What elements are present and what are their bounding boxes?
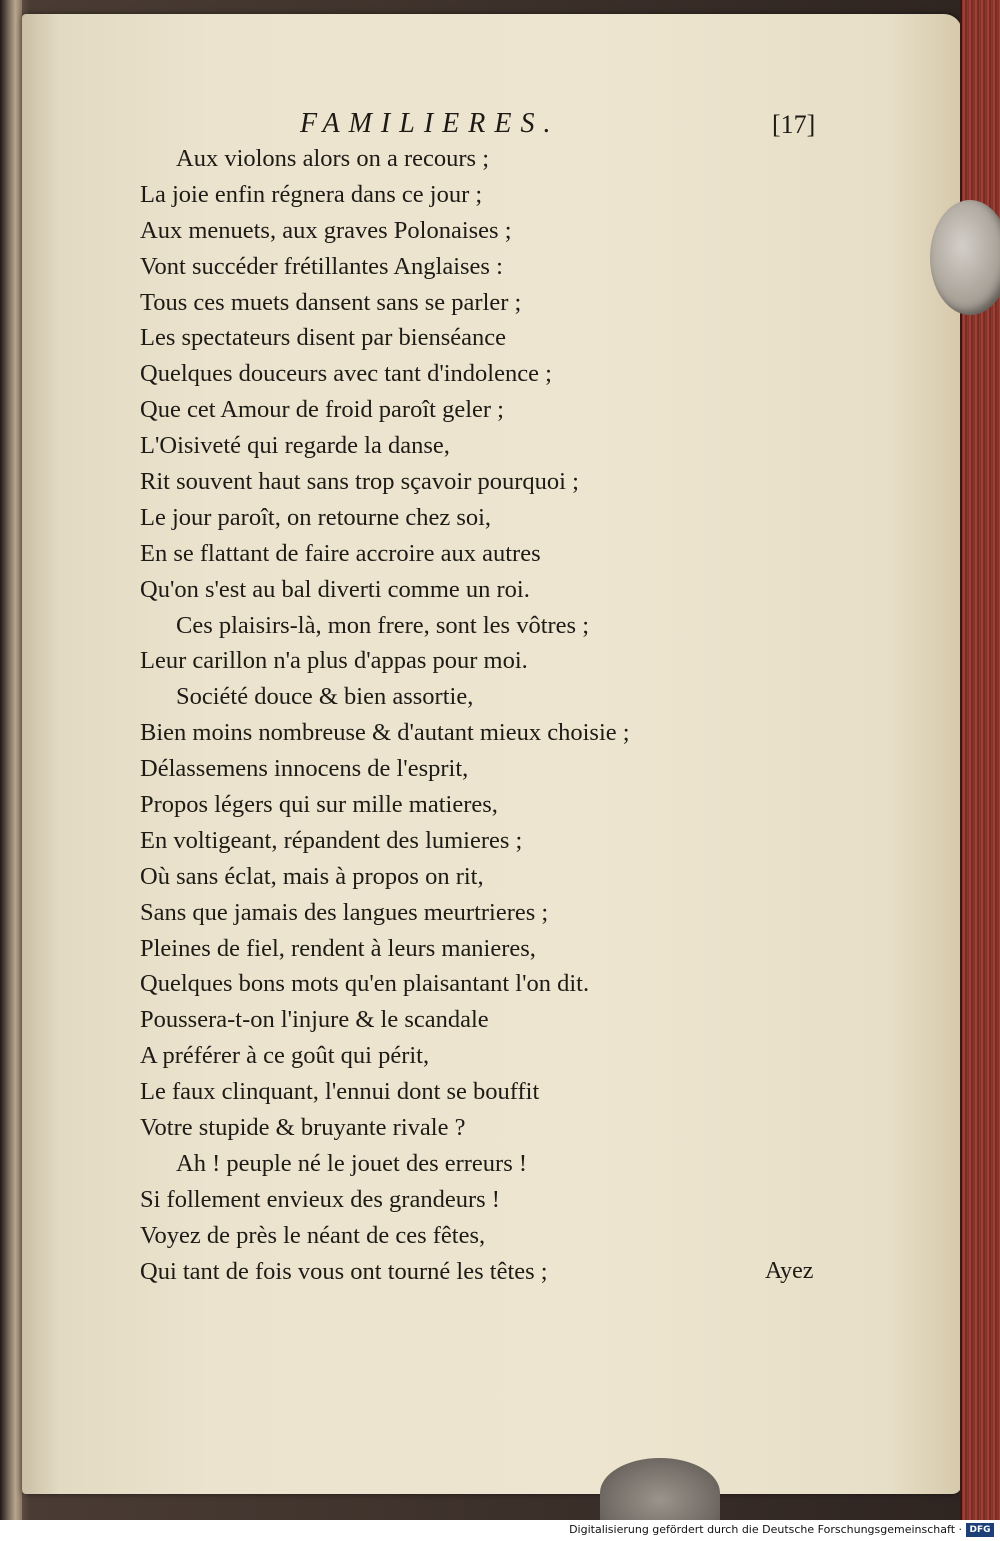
- verse-line: Aux menuets, aux graves Polonaises ;: [140, 216, 512, 244]
- verse-line: Aux violons alors on a recours ;: [176, 145, 489, 172]
- funding-credit: Digitalisierung gefördert durch die Deutsche Forschungsgemeinschaft ·: [569, 1523, 962, 1536]
- verse-line: Le jour paroît, on retourne chez soi,: [140, 503, 492, 531]
- verse-block: [140, 141, 630, 1290]
- verse-line: Quelques douceurs avec tant d'indolence ;: [140, 360, 552, 388]
- verse-line: Leur carillon n'a plus d'appas pour moi.: [140, 647, 528, 675]
- verse-line: Sans que jamais des langues meurtrieres ;: [140, 898, 549, 926]
- verse-line: L'Oisiveté qui regarde la danse,: [140, 432, 450, 460]
- verse-line: Les spectateurs disent par bienséance: [140, 324, 506, 352]
- verse-line: Le faux clinquant, l'ennui dont se bouffit: [140, 1078, 540, 1106]
- verse-line: Ah ! peuple né le jouet des erreurs !: [176, 1149, 528, 1177]
- dfg-logo-icon: DFG: [966, 1523, 994, 1537]
- verse-line: Délassemens innocens de l'esprit,: [140, 755, 469, 783]
- verse-line: Poussera-t-on l'injure & le scandale: [140, 1006, 489, 1034]
- verse-line: Société douce & bien assortie,: [176, 683, 474, 711]
- verse-line: Si follement envieux des grandeurs !: [140, 1185, 500, 1213]
- verse-line: Où sans éclat, mais à propos on rit,: [140, 862, 484, 890]
- verse-line: Voyez de près le néant de ces fêtes,: [140, 1221, 486, 1249]
- show-through-text: [745, 130, 945, 460]
- verse-line: Votre stupide & bruyante rivale ?: [140, 1114, 466, 1142]
- verse-line: Quelques bons mots qu'en plaisantant l'on dit.: [140, 970, 590, 998]
- page-number: [17]: [772, 110, 816, 139]
- verse-line: Propos légers qui sur mille matieres,: [140, 791, 498, 819]
- bottom-clip-icon: [600, 1458, 720, 1528]
- verse-line: Pleines de fiel, rendent à leurs manieres,: [140, 934, 536, 962]
- verse-line: A préférer à ce goût qui périt,: [140, 1042, 430, 1070]
- verse-line: En se flattant de faire accroire aux autres: [140, 539, 541, 567]
- catchword: Ayez: [765, 1258, 814, 1284]
- left-binding-edge: [0, 0, 22, 1520]
- verse-line: Rit souvent haut sans trop sçavoir pourquoi ;: [140, 468, 579, 496]
- verse-line: Qu'on s'est au bal diverti comme un roi.: [140, 575, 530, 603]
- running-head: FAMILIERES.: [300, 108, 560, 139]
- verse-line: Ces plaisirs-là, mon frere, sont les vôtres ;: [176, 611, 590, 639]
- verse-line: Qui tant de fois vous ont tourné les têtes ;: [140, 1257, 548, 1285]
- verse-line: Tous ces muets dansent sans se parler ;: [140, 288, 522, 316]
- verse-line: En voltigeant, répandent des lumieres ;: [140, 826, 523, 854]
- verse-line: Que cet Amour de froid paroît geler ;: [140, 396, 504, 424]
- verse-line: Vont succéder frétillantes Anglaises :: [140, 252, 503, 280]
- verse-line: La joie enfin régnera dans ce jour ;: [140, 180, 483, 208]
- verse-line: Bien moins nombreuse & d'autant mieux choisie ;: [140, 719, 630, 747]
